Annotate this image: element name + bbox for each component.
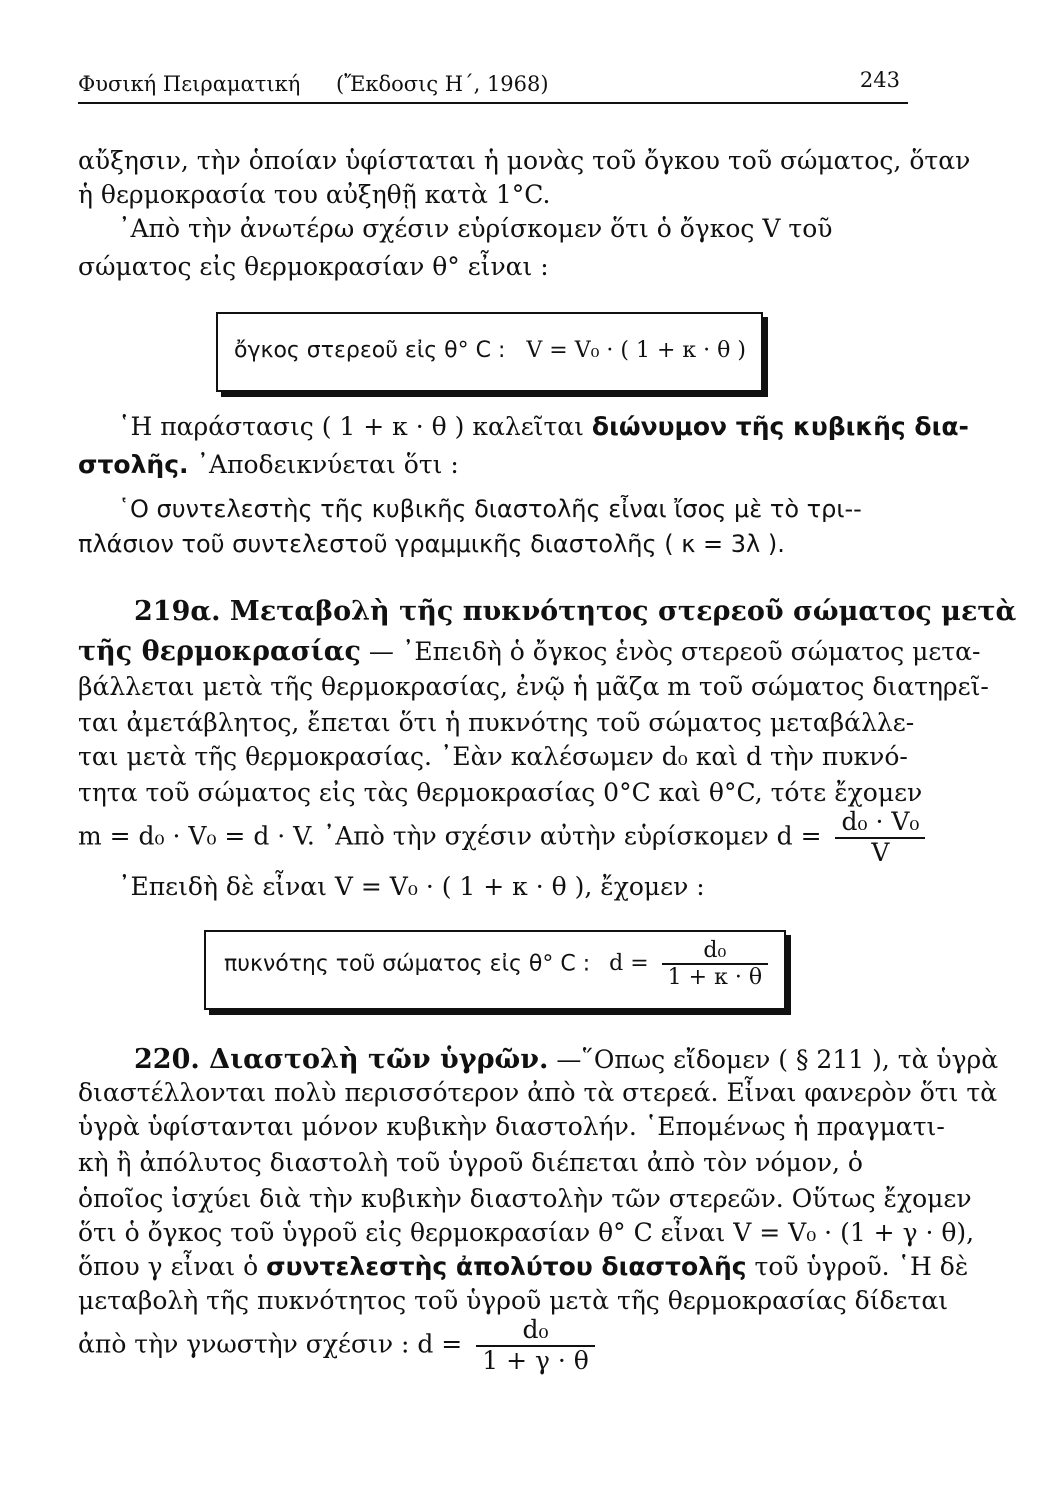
text-fragment: ᾿Αποδεικνύεται ὅτι : (196, 450, 459, 479)
formula-box-density (204, 930, 786, 1010)
formula-label: ὄγκος στερεοῦ εἰς θ° C : (234, 338, 506, 363)
text-line: ὁποῖος ἰσχύει διὰ τὴν κυβικὴν διαστολὴν τῶν στερεῶν. Οὕτως ἔχομεν (78, 1184, 972, 1213)
fraction-numerator: d₀ (703, 938, 727, 963)
fraction-denominator: V (835, 837, 925, 868)
text-line: ἡ θερμοκρασία του αὐξηθῇ κατὰ 1°C. (78, 180, 551, 209)
text-line-with-fraction (78, 1316, 601, 1376)
text-line (118, 412, 969, 442)
fraction-density (835, 808, 925, 868)
text-line: ὑγρὰ ὑφίστανται μόνον κυβικὴν διαστολήν. ῾Επομένως ἡ πραγματι- (78, 1112, 945, 1141)
fraction-denominator: 1 + γ · θ (476, 1345, 595, 1376)
formula-lhs: d = (609, 951, 649, 977)
text-fragment: ῾Η παράστασις ( 1 + κ · θ ) καλεῖται (118, 412, 584, 441)
formula-volume: V = V₀ · ( 1 + κ · θ ) (526, 338, 746, 363)
page-header (78, 66, 908, 104)
text-line: μεταβολὴ τῆς πυκνότητος τοῦ ὑγροῦ μετὰ τῆς θερμοκρασίας δίδεται (78, 1286, 949, 1315)
term-absolute-expansion: συντελεστὴς ἀπολύτου διαστολῆς (266, 1252, 747, 1281)
section-219-title-end: τῆς θερμοκρασίας (78, 636, 361, 667)
text-fragment: ἀπὸ τὴν γνωστὴν σχέσιν : d = (78, 1329, 463, 1359)
term-binomial-end: στολῆς. (78, 450, 189, 479)
text-line: αὔξησιν, τὴν ὁποίαν ὑφίσταται ἡ μονὰς τοῦ ὄγκου τοῦ σώματος, ὅταν (78, 146, 971, 175)
text-line: ται μετὰ τῆς θερμοκρασίας. ᾿Εὰν καλέσωμεν d₀ καὶ d τὴν πυκνό- (78, 742, 908, 771)
text-line: ᾿Επειδὴ δὲ εἶναι V = V₀ · ( 1 + κ · θ ), ἔχομεν : (118, 872, 705, 901)
text-fragment: — ᾿Επειδὴ ὁ ὄγκος ἑνὸς στερεοῦ σώματος μετα- (368, 637, 981, 666)
text-line-with-fraction (78, 808, 931, 868)
text-line (134, 1044, 998, 1076)
text-line: κὴ ἢ ἀπόλυτος διαστολὴ τοῦ ὑγροῦ διέπεται ἀπὸ τὸν νόμον, ὁ (78, 1148, 863, 1177)
text-fragment: —῞Οπως εἴδομεν ( § 211 ), τὰ ὑγρὰ (556, 1045, 999, 1074)
header-edition: (Ἔκδοσις Η΄, 1968) (336, 72, 549, 96)
text-fragment: m = d₀ · V₀ = d · V. ᾿Απὸ τὴν σχέσιν αὐτὴν εὑρίσκομεν d = (78, 821, 822, 851)
text-line: βάλλεται μετὰ τῆς θερμοκρασίας, ἐνῷ ἡ μᾶζα m τοῦ σώματος διατηρεῖ- (78, 672, 989, 701)
text-fragment: τοῦ ὑγροῦ. ῾Η δὲ (754, 1252, 969, 1281)
theorem-line: ῾Ο συντελεστὴς τῆς κυβικῆς διαστολῆς εἶναι ἴσος μὲ τὸ τρι-- (118, 495, 862, 523)
theorem-line: πλάσιον τοῦ συντελεστοῦ γραμμικῆς διαστολῆς ( κ = 3λ ). (78, 530, 785, 558)
text-line: ται ἀμετάβλητος, ἔπεται ὅτι ἡ πυκνότης τοῦ σώματος μεταβάλλε- (78, 708, 915, 737)
text-line (78, 450, 459, 480)
text-line: ᾿Απὸ τὴν ἀνωτέρω σχέσιν εὑρίσκομεν ὅτι ὁ ὄγκος V τοῦ (118, 214, 833, 243)
section-219-title: 219α. Μεταβολὴ τῆς πυκνότητος στερεοῦ σώματος μετὰ (134, 596, 1017, 627)
header-book-title: Φυσική Πειραματική (78, 72, 301, 96)
text-fragment: ὅπου γ εἶναι ὁ (78, 1252, 259, 1281)
text-line: τητα τοῦ σώματος εἰς τὰς θερμοκρασίας 0°C καὶ θ°C, τότε ἔχομεν (78, 778, 923, 807)
fraction-denominator: 1 + κ · θ (662, 963, 768, 990)
text-line (78, 1252, 968, 1282)
text-line: σώματος εἰς θερμοκρασίαν θ° εἶναι : (78, 252, 549, 281)
fraction-numerator: d₀ (522, 1315, 549, 1344)
text-line (78, 636, 980, 668)
text-line: διαστέλλονται πολὺ περισσότερον ἀπὸ τὰ στερεά. Εἶναι φανερὸν ὅτι τὰ (78, 1078, 998, 1107)
section-220-title: 220. Διαστολὴ τῶν ὑγρῶν. (134, 1044, 549, 1075)
fraction-liquid-density (476, 1316, 595, 1376)
formula-label: πυκνότης τοῦ σώματος εἰς θ° C : (224, 951, 591, 977)
fraction-numerator: d₀ · V₀ (841, 807, 920, 836)
text-line: ὅτι ὁ ὄγκος τοῦ ὑγροῦ εἰς θερμοκρασίαν θ° C εἶναι V = V₀ · (1 + γ · θ), (78, 1218, 975, 1247)
page-number: 243 (859, 68, 900, 92)
formula-box-volume (216, 312, 763, 392)
fraction-density-box (662, 938, 768, 991)
term-binomial: διώνυμον τῆς κυβικῆς δια- (591, 412, 969, 441)
